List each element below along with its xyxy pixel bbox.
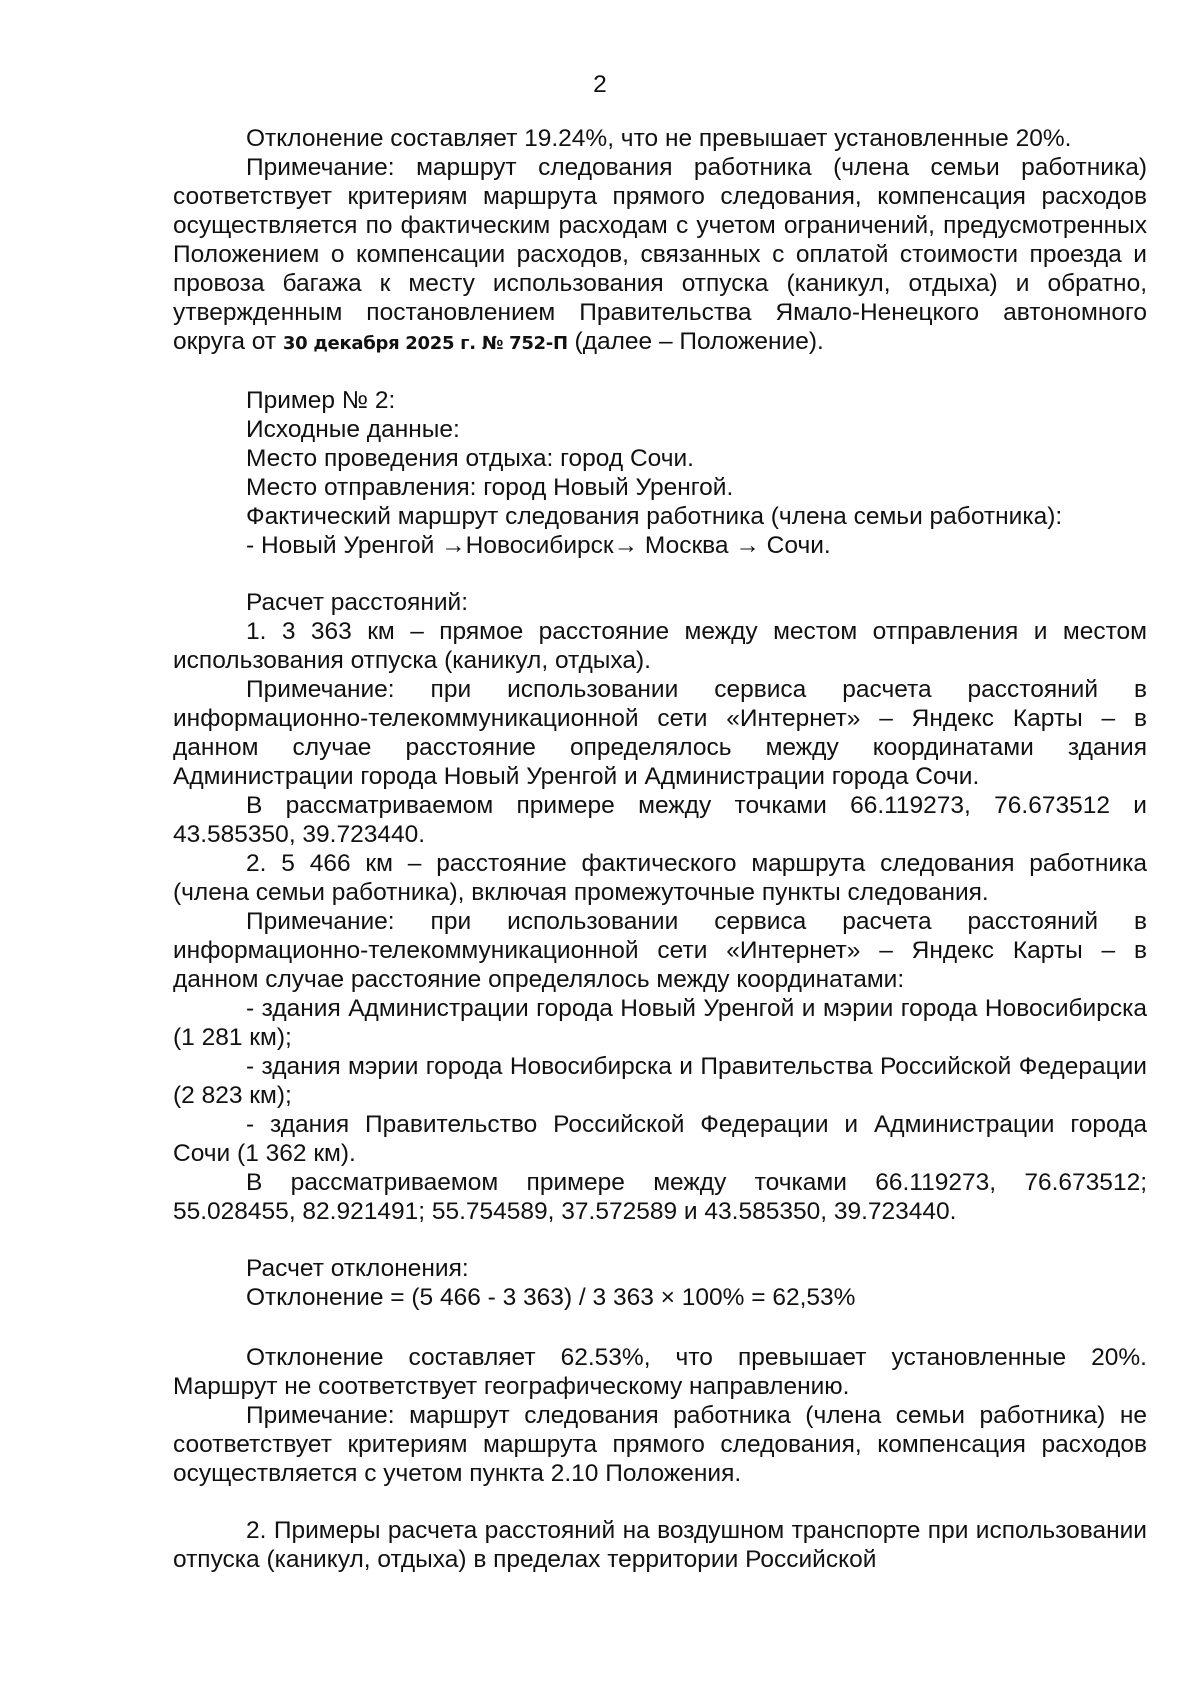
spacer bbox=[173, 1488, 1147, 1516]
note-paragraph-3: Примечание: при использовании сервиса расчета расстояний в информационно-телекоммуникационной сети «Интернет» – Яндекс Карты – в данном случае расстояние определялось между координатами: bbox=[173, 908, 1147, 993]
route-leg-2: - здания мэрии города Новосибирска и Правительства Российской Федерации (2 823 км); bbox=[173, 1053, 1147, 1109]
spacer bbox=[173, 1226, 1147, 1254]
example-title: Пример № 2: bbox=[246, 387, 396, 414]
place-of-departure: Место отправления: город Новый Уренгой. bbox=[246, 474, 734, 501]
distance-calc-heading: Расчет расстояний: bbox=[246, 589, 469, 616]
coordinates-paragraph-1: В рассматриваемом примере между точками 66.119273, 76.673512 и 43.585350, 39.723440. bbox=[173, 792, 1147, 848]
coordinates-paragraph-2: В рассматриваемом примере между точками 66.119273, 76.673512; 55.028455, 82.921491; 55.754589, 37.572589 и 43.585350, 39.723440. bbox=[173, 1169, 1147, 1225]
route-leg-3: - здания Правительство Российской Федерации и Администрации города Сочи (1 362 км). bbox=[173, 1111, 1147, 1167]
actual-route: - Новый Уренгой →Новосибирск→ Москва → Сочи. bbox=[246, 532, 831, 559]
registration-stamp: 30 декабря 2025 г. № 752-П bbox=[282, 333, 568, 354]
note-paragraph-1 bbox=[173, 153, 1147, 358]
deviation-paragraph-1: Отклонение составляет 19.24%, что не превышает установленные 20%. bbox=[246, 125, 1072, 152]
actual-route-label: Фактический маршрут следования работника (члена семьи работника): bbox=[246, 503, 1063, 530]
note-text: Примечание: маршрут следования работника (члена семьи работника) соответствует критериям маршрута прямого следования, компенсация расходов осуществляется по фактическим расходам с учетом ограничений, предусмотренных Положением о компенсации расходов, связанных с оплатой стоимости проезда и провоза багажа к месту использования отпуска (каникул, отдыха) и обратно, утвержденным постановлением Правительства Ямало-Ненецкого автономного округа от bbox=[173, 154, 1147, 355]
deviation-paragraph-2: Отклонение составляет 62.53%, что превышает установленные 20%. Маршрут не соответствует географическому направлению. bbox=[173, 1344, 1147, 1400]
note-paragraph-4: Примечание: маршрут следования работника (члена семьи работника) не соответствует критериям маршрута прямого следования, компенсация расходов осуществляется с учетом пункта 2.10 Положения. bbox=[173, 1402, 1147, 1487]
route-leg-1: - здания Администрации города Новый Уренгой и мэрии города Новосибирска (1 281 км); bbox=[173, 995, 1147, 1051]
distance-item-1: 1. 3 363 км – прямое расстояние между местом отправления и местом использования отпуска (каникул, отдыха). bbox=[173, 618, 1147, 674]
spacer bbox=[173, 560, 1147, 588]
spacer bbox=[173, 358, 1147, 386]
deviation-calc-heading: Расчет отклонения: bbox=[246, 1255, 469, 1282]
section-2-heading: 2. Примеры расчета расстояний на воздушном транспорте при использовании отпуска (каникул, отдыха) в пределах территории Российской bbox=[173, 1517, 1147, 1573]
note-text-end: (далее – Положение). bbox=[574, 328, 824, 355]
distance-item-2: 2. 5 466 км – расстояние фактического маршрута следования работника (члена семьи работника), включая промежуточные пункты следования. bbox=[173, 850, 1147, 906]
deviation-formula: Отклонение = (5 466 - 3 363) / 3 363 × 100% = 62,53% bbox=[246, 1284, 856, 1311]
note-paragraph-2: Примечание: при использовании сервиса расчета расстояний в информационно-телекоммуникационной сети «Интернет» – Яндекс Карты – в данном случае расстояние определялось между координатами здания Администрации города Новый Уренгой и Администрации города Сочи. bbox=[173, 676, 1147, 790]
page-number: 2 bbox=[593, 71, 607, 98]
document-body bbox=[173, 124, 1147, 1574]
source-data-heading: Исходные данные: bbox=[246, 416, 460, 443]
place-of-rest: Место проведения отдыха: город Сочи. bbox=[246, 445, 694, 472]
spacer bbox=[173, 1312, 1147, 1343]
